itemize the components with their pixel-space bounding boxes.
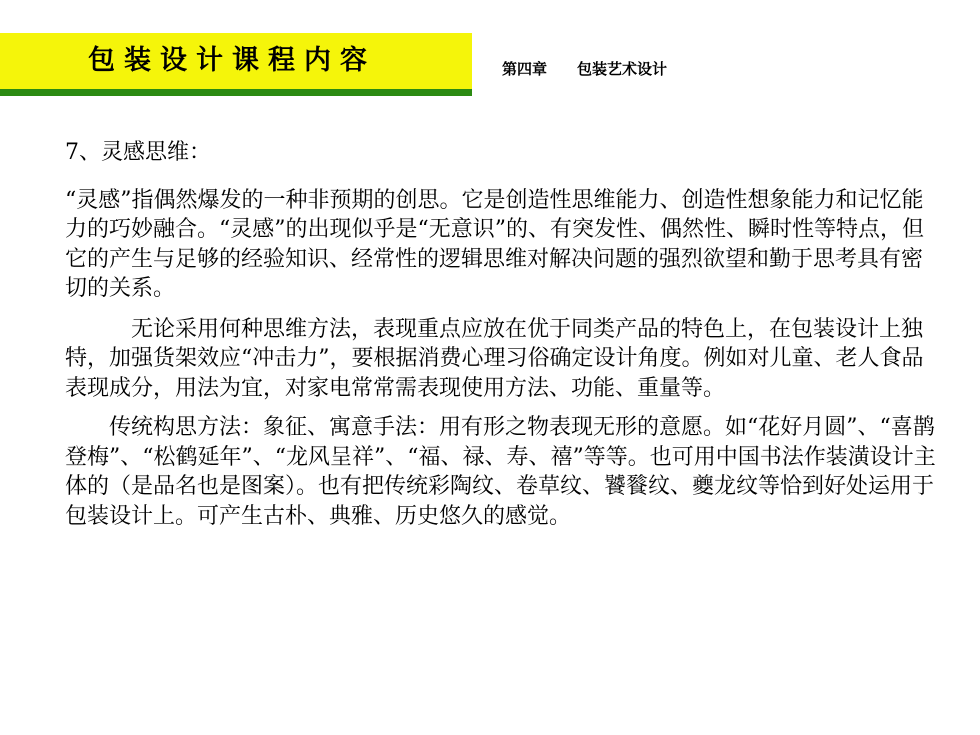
slide-content bbox=[65, 138, 937, 531]
paragraph-inspiration-definition: “灵感”指偶然爆发的一种非预期的创思。它是创造性思维能力、创造性想象能力和记忆能力的巧妙融合。“灵感”的出现似乎是“无意识”的、有突发性、偶然性、瞬时性等特点，但它的产生与足够的经验知识、经常性的逻辑思维对解决问题的强烈欲望和勤于思考具有密切的关系。 bbox=[65, 187, 924, 301]
chapter-label bbox=[502, 59, 667, 79]
chapter-number: 第四章 bbox=[502, 60, 548, 78]
paragraph-design-focus: 无论采用何种思维方法，表现重点应放在优于同类产品的特色上，在包装设计上独特，加强货架效应“冲击力”，要根据消费心理习俗确定设计角度。例如对儿童、老人食品表现成分，用法为宜，对家电常常需表现使用方法、功能、重量等。 bbox=[65, 316, 924, 401]
paragraph-traditional-methods: 传统构思方法：象征、寓意手法：用有形之物表现无形的意愿。如“花好月圆”、“喜鹊登梅”、“松鹤延年”、“龙风呈祥”、“福、禄、寿、禧”等等。也可用中国书法作装潢设计主体的（是品名也是图案）。也有把传统彩陶纹、卷草纹、饕餮纹、夔龙纹等恰到好处运用于包装设计上。可产生古朴、典雅、历史悠久的感觉。 bbox=[65, 415, 936, 529]
chapter-title: 包装艺术设计 bbox=[577, 60, 668, 78]
header-underline bbox=[0, 89, 472, 96]
course-title: 包装设计课程内容 bbox=[88, 45, 376, 76]
section-heading: 7、灵感思维： bbox=[65, 140, 211, 165]
